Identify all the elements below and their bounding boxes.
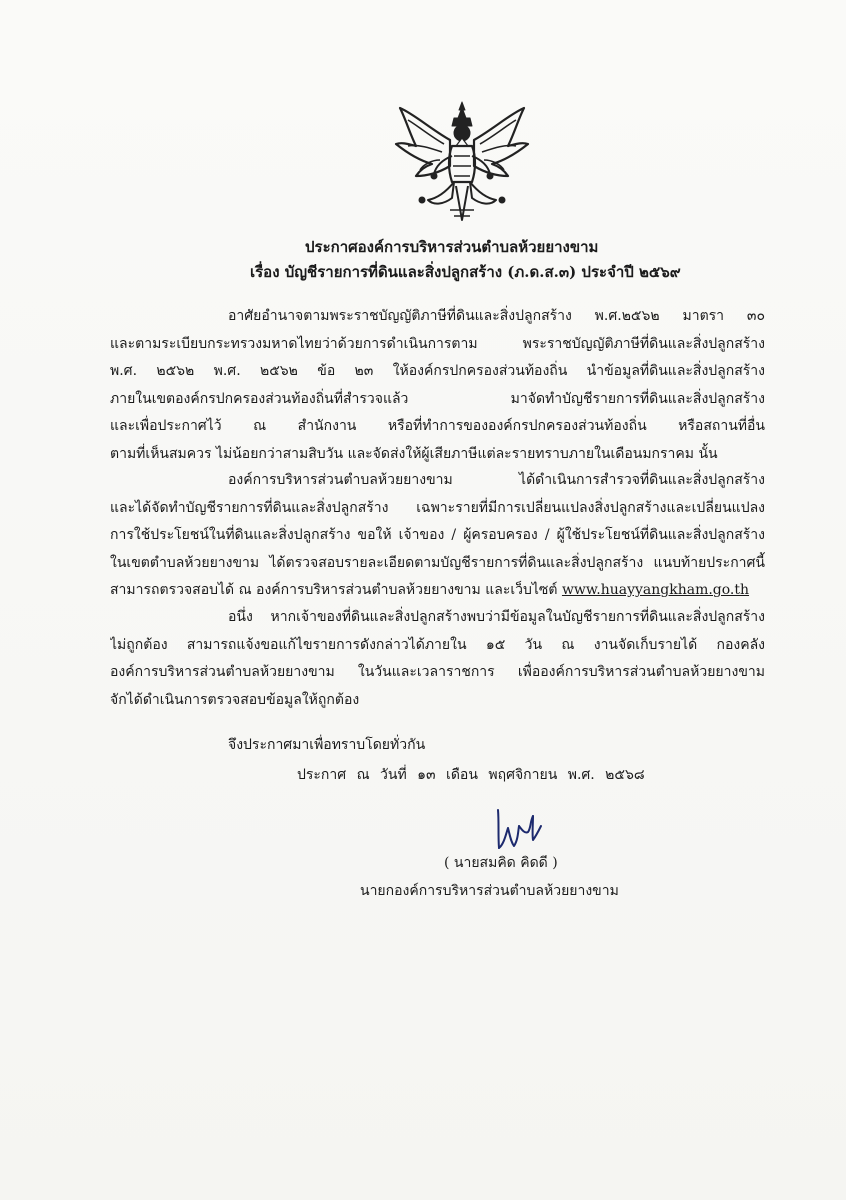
paragraph-line: อนึ่ง หากเจ้าของที่ดินและสิ่งปลูกสร้างพบว่ามีข้อมูลในบัญชีรายการที่ดินและสิ่งปลูกสร้าง — [228, 609, 765, 625]
paragraph-line: ตามที่เห็นสมควร ไม่น้อยกว่าสามสิบวัน และจัดส่งให้ผู้เสียภาษีแต่ละรายทราบภายในเดือนมกราคม นั้น — [110, 445, 718, 462]
paragraph-line: อาศัยอำนาจตามพระราชบัญญัติภาษีที่ดินและสิ่งปลูกสร้าง พ.ศ.๒๕๖๒ มาตรา ๓๐ — [228, 308, 765, 324]
paragraph-line — [110, 577, 765, 605]
announcement-title: ประกาศองค์การบริหารส่วนตำบลห้วยยางขาม — [305, 238, 599, 256]
announcement-date: ประกาศ ณ วันที่ ๑๓ เดือน พฤศจิกายน พ.ศ. ๒๕๖๘ — [297, 767, 645, 783]
paragraph-line-text: สามารถตรวจสอบได้ ณ องค์การบริหารส่วนตำบลห้วยยางขาม และเว็บไซต์ — [110, 582, 562, 598]
paragraph-line: และได้จัดทำบัญชีรายการที่ดินและสิ่งปลูกสร้าง เฉพาะรายที่มีการเปลี่ยนแปลงสิ่งปลูกสร้างและเปลี่ยนแปลง — [110, 499, 765, 516]
paragraph-line: การใช้ประโยชน์ในที่ดินและสิ่งปลูกสร้าง ขอให้ เจ้าของ / ผู้ครอบครอง / ผู้ใช้ประโยชน์ที่ดินและสิ่งปลูกสร้าง — [110, 527, 765, 543]
garuda-emblem-icon — [392, 100, 532, 225]
paragraph-line: และเพื่อประกาศไว้ ณ สำนักงาน หรือที่ทำการขององค์กรปกครองส่วนท้องถิ่น หรือสถานที่อื่น — [110, 418, 765, 434]
paragraph-line: ภายในเขตองค์กรปกครองส่วนท้องถิ่นที่สำรวจแล้ว มาจัดทำบัญชีรายการที่ดินและสิ่งปลูกสร้าง — [110, 390, 765, 407]
paragraph-survey — [110, 467, 765, 605]
paragraph-line: ในเขตตำบลห้วยยางขาม ได้ตรวจสอบรายละเอียดตามบัญชีรายการที่ดินและสิ่งปลูกสร้าง แนบท้ายประกาศนี้ — [110, 554, 765, 571]
signer-name: ( นายสมคิด คิดดี ) — [444, 855, 558, 871]
closing-statement: จึงประกาศมาเพื่อทราบโดยทั่วกัน — [228, 737, 426, 753]
paragraph-authority — [110, 303, 765, 468]
paragraph-line: และตามระเบียบกระทรวงมหาดไทยว่าด้วยการดำเนินการตาม พระราชบัญญัติภาษีที่ดินและสิ่งปลูกสร้าง — [110, 335, 765, 352]
paragraph-line: ไม่ถูกต้อง สามารถแจ้งขอแก้ไขรายการดังกล่าวได้ภายใน ๑๕ วัน ณ งานจัดเก็บรายได้ กองคลัง — [110, 636, 765, 653]
announcement-subject: เรื่อง บัญชีรายการที่ดินและสิ่งปลูกสร้าง (ภ.ด.ส.๓) ประจำปี ๒๕๖๙ — [250, 263, 681, 281]
paragraph-line: พ.ศ. ๒๕๖๒ พ.ศ. ๒๕๖๒ ข้อ ๒๓ ให้องค์กรปกครองส่วนท้องถิ่น นำข้อมูลที่ดินและสิ่งปลูกสร้าง — [110, 363, 765, 379]
website-link[interactable]: www.huayyangkham.go.th — [561, 582, 750, 598]
handwritten-signature-icon — [478, 800, 558, 854]
paragraph-line: จักได้ดำเนินการตรวจสอบข้อมูลให้ถูกต้อง — [110, 691, 360, 708]
paragraph-correction — [110, 604, 765, 714]
signer-position: นายกองค์การบริหารส่วนตำบลห้วยยางขาม — [360, 883, 619, 899]
paragraph-line: องค์การบริหารส่วนตำบลห้วยยางขาม ได้ดำเนินการสำรวจที่ดินและสิ่งปลูกสร้าง — [228, 472, 765, 488]
paragraph-line: องค์การบริหารส่วนตำบลห้วยยางขาม ในวันและเวลาราชการ เพื่อองค์การบริหารส่วนตำบลห้วยยางขาม — [110, 664, 765, 680]
